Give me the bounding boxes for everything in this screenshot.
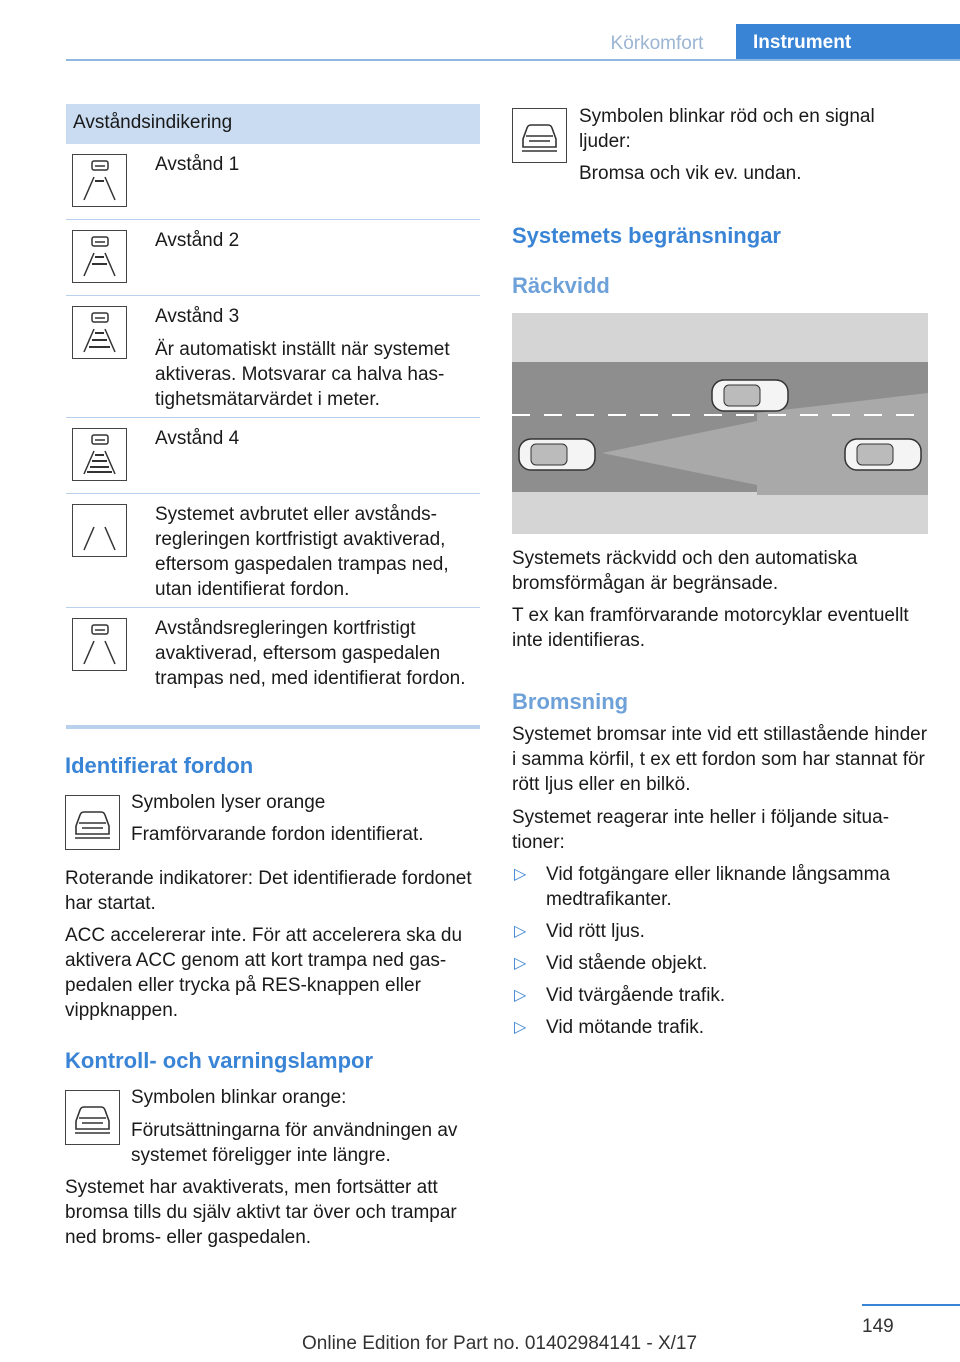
triangle-bullet-icon: ▷ — [514, 866, 527, 883]
car-red-warning-icon — [512, 108, 567, 163]
identified-symbol-line1: Symbolen lyser orange — [131, 792, 326, 813]
table-row — [66, 296, 480, 418]
row-text: Avstånd 2 — [155, 230, 240, 251]
range-paragraph-2: T ex kan framförvarande motorcyklar eventuellt inte identifieras. — [512, 605, 909, 651]
car-lane-lines-icon — [72, 618, 127, 671]
situations-list — [512, 862, 932, 1047]
red-symbol-line1: Symbolen blinkar röd och en signal ljuder: — [579, 106, 875, 152]
page-number: 149 — [862, 1316, 894, 1337]
table-row — [66, 494, 480, 608]
triangle-bullet-icon: ▷ — [514, 923, 527, 940]
identified-symbol-line2: Framförvarande fordon identifierat. — [131, 824, 424, 845]
row-text: Avstånd 1 — [155, 154, 240, 175]
triangle-bullet-icon: ▷ — [514, 955, 527, 972]
braking-paragraph-1: Systemet bromsar inte vid ett stillastående hinder i samma körfil, t ex ett fordon som har stannat för rött ljus eller en bilkö. — [512, 724, 928, 795]
car-warning-icon — [65, 1090, 120, 1145]
car-front-icon — [65, 795, 120, 850]
distance-4-icon — [72, 428, 127, 481]
tab-instrument[interactable]: Instrument — [736, 24, 960, 61]
range-paragraph-1: Systemets räckvidd och den automatiska bromsförmågan är begränsade. — [512, 548, 858, 594]
car-top-view-icon — [845, 439, 921, 470]
edition-footer: Online Edition for Part no. 01402984141 - X/17 — [302, 1333, 698, 1354]
row-text: Avstånd 3 — [155, 306, 240, 327]
row-text: Avståndsregleringen kortfristigt avaktiverad, eftersom gaspedalen trampas ned, med identifierat fordon. — [155, 618, 466, 689]
warning-symbol-line2: Förutsättningarna för användningen av systemet föreligger inte längre. — [131, 1120, 458, 1166]
table-row — [66, 220, 480, 296]
table-end-rule — [66, 725, 480, 729]
range-illustration — [512, 313, 928, 534]
list-item: ▷ Vid rött ljus. — [514, 921, 645, 942]
subsection-title-range: Räckvidd — [512, 273, 610, 298]
section-title-identified: Identifierat fordon — [65, 753, 254, 778]
identified-paragraph-2: ACC accelererar inte. För att accelerera ska du aktivera ACC genom att kort trampa ned gaspedalen eller trycka på RES-knappen eller vippknappen. — [65, 925, 463, 1021]
table-row — [66, 144, 480, 220]
table-row — [66, 418, 480, 494]
row-text: Avstånd 4 — [155, 428, 240, 449]
warning-paragraph: Systemet har avaktiverats, men fortsätter att bromsa tills du själv aktivt tar över och trampar ned broms- eller gaspedalen. — [65, 1177, 457, 1248]
row-text: Systemet avbrutet eller avståndsregleringen kortfristigt avaktiverad, eftersom gaspedalen trampas ned, utan identifierat fordon. — [155, 504, 449, 600]
warning-symbol-line1: Symbolen blinkar orange: — [131, 1087, 347, 1108]
identified-paragraph-1: Roterande indikatorer: Det identifierade fordonet har startat. — [65, 868, 472, 914]
red-symbol-line2: Bromsa och vik ev. undan. — [579, 163, 802, 184]
footer-rule — [862, 1304, 960, 1306]
subsection-title-braking: Bromsning — [512, 689, 629, 714]
row-text: Är automatiskt inställt när systemet aktiveras. Motsvarar ca halva hastighetsmätarvärdet i meter. — [155, 339, 450, 410]
header-rule — [66, 59, 960, 61]
triangle-bullet-icon: ▷ — [514, 1019, 527, 1036]
list-item: ▷ Vid stående objekt. — [514, 953, 708, 974]
tab-korkomfort[interactable]: Körkomfort — [610, 33, 704, 54]
lane-lines-icon — [72, 504, 127, 557]
list-item: ▷ Vid tvärgående trafik. — [514, 985, 726, 1006]
braking-paragraph-2: Systemet reagerar inte heller i följande situationer: — [512, 807, 890, 853]
distance-1-icon — [72, 154, 127, 207]
table-heading — [66, 104, 480, 144]
page-header — [0, 0, 960, 62]
section-title-limits: Systemets begränsningar — [512, 223, 781, 248]
list-item: ▷ Vid mötande trafik. — [514, 1017, 705, 1038]
table-heading-text: Avståndsindikering — [73, 112, 233, 133]
car-top-view-icon — [712, 380, 788, 411]
triangle-bullet-icon: ▷ — [514, 987, 527, 1004]
section-title-warning: Kontroll- och varningslampor — [65, 1048, 374, 1073]
list-item: ▷ Vid fotgängare eller liknande långsamma medtrafikanter. — [514, 864, 890, 910]
distance-3-icon — [72, 306, 127, 359]
car-top-view-icon — [519, 439, 595, 470]
distance-2-icon — [72, 230, 127, 283]
table-row — [66, 608, 480, 725]
